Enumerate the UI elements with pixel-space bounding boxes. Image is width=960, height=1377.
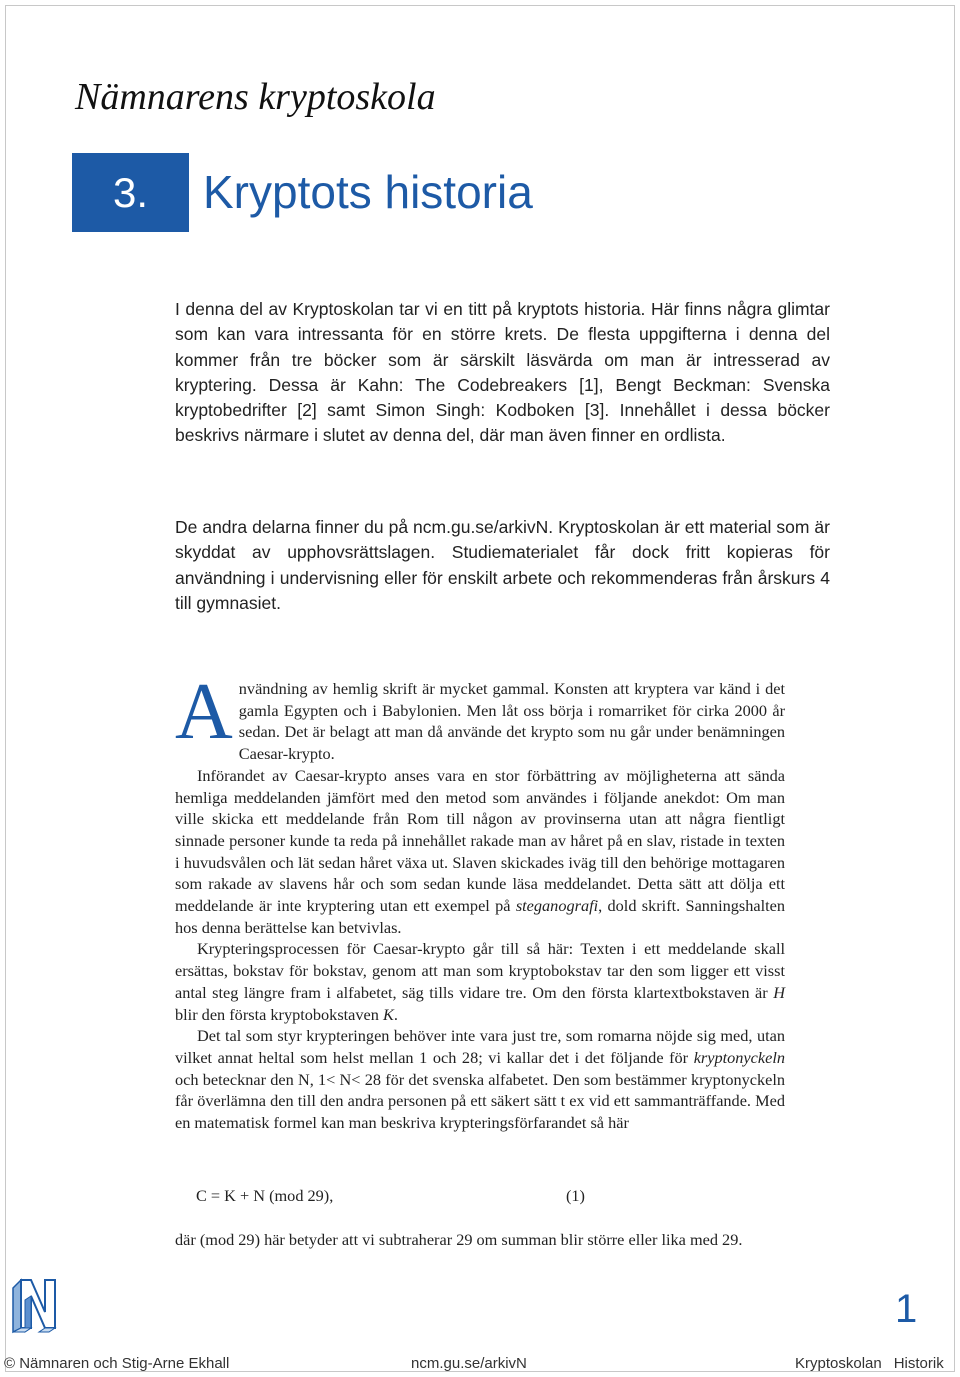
- body-paragraph-5: där (mod 29) här betyder att vi subtraherar 29 om summan blir större eller lika med 29.: [175, 1230, 743, 1249]
- drop-cap: A: [175, 668, 233, 756]
- body-paragraph-3-text-mid: blir den första kryptobokstaven: [175, 1004, 383, 1024]
- letter-k: K: [383, 1004, 394, 1024]
- body-text: [175, 668, 785, 1134]
- footer-url: ncm.gu.se/arkivN: [411, 1355, 527, 1372]
- letter-h: H: [773, 982, 785, 1002]
- chapter-title: Kryptots historia: [203, 166, 533, 218]
- formula: [196, 1186, 596, 1206]
- body-paragraph-2-text-end: , dold skrift. Sanningshalten hos denna berättelse kan betvivlas.: [175, 896, 785, 937]
- footer-copyright: © Nämnaren och Stig-Arne Ekhall: [4, 1355, 230, 1372]
- body-paragraph-4-text: Det tal som styr krypteringen behöver inte vara just tre, som romarna nöjde sig med, utan vilket annat heltal som helst mellan 1 och 28; vi kallar det i det följande för: [175, 1026, 785, 1067]
- body-paragraph-4-text-end: och betecknar den N, 1< N< 28 för det svenska alfabetet. Den som bestämmer kryptonyckeln får överlämna den till den andra personen på ett säkert sätt t ex vid ett sammanträffande. Med en matematisk formel kan man beskriva krypteringsförfarandet så här: [175, 1069, 785, 1133]
- intro-paragraph-2: De andra delarna finner du på ncm.gu.se/arkivN. Kryptoskolan är ett material som är skyddat av upphovsrättslagen. Studiematerialet får dock fritt kopieras för användning i undervisning eller för enskilt arbete och rekommenderas från årskurs 4 till gymnasiet.: [175, 517, 830, 613]
- term-kryptonyckeln: kryptonyckeln: [693, 1047, 785, 1067]
- body-paragraph-1-text: nvändning av hemlig skrift är mycket gammal. Konsten att kryptera var känd i det gamla Egypten och i Babylonien. Men låt oss börja i romarriket för cirka 2000 år sedan. Det är belagt att man då använde det krypto som nu går under benämningen Caesar-krypto.: [238, 679, 785, 764]
- body-paragraph-2-text: Införandet av Caesar-krypto anses vara en stor förbättring av möjligheterna att sända hemliga meddelanden jämfört med den metod som användes i följande anekdot: Om man ville skicka ett meddelande från Rom till någon av provinserna utan att några fientligt sinnade personer kunde ta reda på innehållet rakade man av håret på en slav, ristade in texten i huvudsvålen och lät sedan håret växa ut. Slaven skickades iväg till den behörige mottagaren som rakade av slavens hår och som sedan kunde läsa meddelandet. Detta sätt att dölja ett meddelande är inte kryptering utan ett exempel på: [175, 765, 785, 916]
- body-text-after-formula: [175, 1229, 785, 1251]
- body-paragraph-3-text-end: .: [393, 1004, 398, 1024]
- footer-series: Kryptoskolan: [795, 1355, 882, 1372]
- namnaren-n-logo-icon: [9, 1276, 61, 1334]
- footer-section: [795, 1355, 944, 1372]
- body-paragraph-3: [175, 938, 785, 1025]
- formula-number: (1): [566, 1186, 585, 1205]
- footer-section-name: Historik: [893, 1355, 944, 1372]
- formula-expression: C = K + N (mod 29),: [196, 1186, 334, 1205]
- body-paragraph-3-text: Krypteringsprocessen för Caesar-krypto går till så här: Texten i ett meddelande skall ersättas, bokstav för bokstav, genom att man som kryptobokstav tar den som ligger ett visst antal steg längre fram i alfabetet, säg tills vidare tre. Om den första klartextbokstaven är: [175, 939, 785, 1002]
- term-steganografi: steganografi: [515, 896, 599, 916]
- body-paragraph-2: [175, 765, 785, 939]
- intro-paragraph-1: I denna del av Kryptoskolan tar vi en titt på kryptots historia. Här finns några glimtar som kan vara intressanta för en större krets. De flesta uppgifterna i denna del kommer från tre böcker som är särskilt läsvärda om man är intresserad av kryptering. Dessa är Kahn: The Codebreakers [1], Bengt Beckman: Svenska kryptobedrifter [2] samt Simon Singh: Kodboken [3]. Innehållet i dessa böcker beskrivs närmare i slutet av denna del, där man även finner en ordlista.: [175, 299, 830, 446]
- series-title: Nämnarens kryptoskola: [75, 76, 436, 118]
- body-paragraph-1: [175, 668, 785, 765]
- chapter-number: 3.: [72, 153, 189, 232]
- page-number: 1: [895, 1287, 918, 1331]
- body-paragraph-4: [175, 1025, 785, 1134]
